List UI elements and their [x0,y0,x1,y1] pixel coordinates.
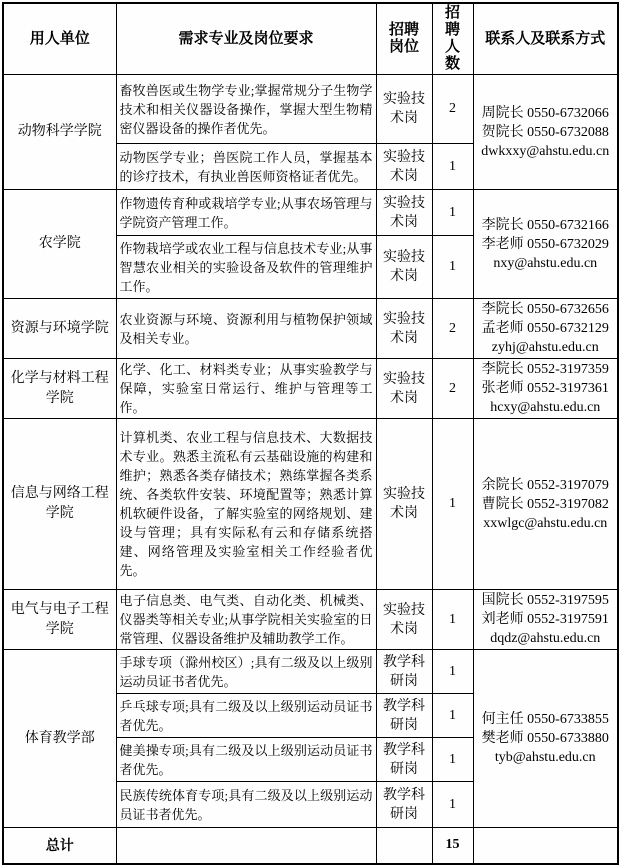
post-cell: 教学科研岗 [376,650,432,694]
total-count-cell: 15 [432,828,473,864]
count-cell: 1 [432,650,473,694]
count-cell: 1 [432,419,473,590]
requirement-cell: 畜牧兽医或生物学专业;掌握常规分子生物学技术和相关仪器设备操作，掌握大型生物精密仪器设备的操作者优先。 [116,75,376,144]
count-cell: 2 [432,75,473,144]
unit-cell-chemistry-materials: 化学与材料工程学院 [3,359,116,419]
table-row [3,419,618,590]
post-cell: 教学科研岗 [376,782,432,828]
count-cell: 1 [432,694,473,738]
contact-cell-chemistry-materials [473,359,618,419]
post-cell: 实验技术岗 [376,190,432,236]
count-cell: 1 [432,782,473,828]
contact-line: 樊老师 0550-6733880 [481,731,609,746]
requirement-cell: 民族传统体育专项;具有二级及以上级别运动员证书者优先。 [116,782,376,828]
header-contact: 联系人及联系方式 [473,3,618,75]
header-count: 招聘人数 [432,3,473,75]
unit-cell-information-network: 信息与网络工程学院 [3,419,116,590]
post-cell: 实验技术岗 [376,419,432,590]
contact-line: 孟老师 0550-6732129 [481,321,609,336]
recruitment-table [2,2,619,865]
total-empty-requirement [116,828,376,864]
header-unit: 用人单位 [3,3,116,75]
contact-line: 周院长 0550-6732066 [481,105,609,121]
requirement-cell: 健美操专项;具有二级及以上级别运动员证书者优先。 [116,738,376,782]
table-row [3,299,618,359]
post-cell: 实验技术岗 [376,144,432,190]
total-empty-post [376,828,432,864]
requirement-cell: 作物栽培学或农业工程与信息技术专业;从事智慧农业相关的实验设备及软件的管理维护工作。 [116,236,376,299]
post-cell: 实验技术岗 [376,590,432,650]
contact-line: 李院长 0550-6732656 [481,302,609,317]
contact-cell-electrical-electronic [473,590,618,650]
contact-cell-information-network [473,419,618,590]
total-row [3,828,618,864]
contact-line: 国院长 0552-3197595 [481,593,609,608]
contact-line: 贺院长 0550-6732088 [481,124,609,140]
contact-cell-physical-education [473,650,618,828]
post-cell: 实验技术岗 [376,359,432,419]
unit-cell-animal-science: 动物科学学院 [3,75,116,190]
table-row [3,190,618,236]
count-cell: 1 [432,236,473,299]
requirement-cell: 农业资源与环境、资源利用与植物保护领域及相关专业。 [116,299,376,359]
count-cell: 1 [432,144,473,190]
header-row [3,3,618,75]
post-cell: 教学科研岗 [376,694,432,738]
requirement-cell: 作物遗传育种或栽培学专业;从事农场管理与学院资产管理工作。 [116,190,376,236]
contact-line: 李老师 0550-6732029 [481,236,609,252]
contact-line: 李院长 0550-6732166 [481,217,609,233]
contact-line: 曹院长 0552-3197082 [481,496,609,512]
contact-line: 李院长 0552-3197359 [481,362,609,377]
unit-cell-resources-environment: 资源与环境学院 [3,299,116,359]
contact-line: 余院长 0552-3197079 [481,477,609,493]
contact-email: dqdz@ahstu.edu.cn [490,631,601,646]
post-cell: 实验技术岗 [376,75,432,144]
count-cell: 1 [432,738,473,782]
count-cell: 2 [432,299,473,359]
unit-cell-electrical-electronic: 电气与电子工程学院 [3,590,116,650]
contact-email: tyb@ahstu.edu.cn [494,750,596,765]
table-row [3,359,618,419]
contact-email: nxy@ahstu.edu.cn [493,255,598,271]
total-empty-contact [473,828,618,864]
contact-cell-resources-environment [473,299,618,359]
header-post: 招聘岗位 [376,3,432,75]
requirement-cell: 动物医学专业；兽医院工作人员，掌握基本的诊疗技术，有执业兽医师资格证者优先。 [116,144,376,190]
count-cell: 1 [432,590,473,650]
table-row [3,590,618,650]
count-cell: 2 [432,359,473,419]
post-cell: 教学科研岗 [376,738,432,782]
contact-email: zyhj@ahstu.edu.cn [491,340,599,355]
header-requirement: 需求专业及岗位要求 [116,3,376,75]
contact-line: 张老师 0552-3197361 [481,381,609,396]
contact-email: dwkxxy@ahstu.edu.cn [481,143,610,159]
contact-cell-agronomy [473,190,618,299]
contact-line: 刘老师 0552-3197591 [481,612,609,627]
contact-line: 何主任 0550-6733855 [481,712,609,727]
table-row [3,650,618,694]
unit-cell-physical-education: 体育教学部 [3,650,116,828]
count-cell: 1 [432,190,473,236]
contact-email: hcxy@ahstu.edu.cn [490,400,601,415]
requirement-cell: 乒乓球专项;具有二级及以上级别运动员证书者优先。 [116,694,376,738]
post-cell: 实验技术岗 [376,236,432,299]
requirement-cell: 化学、化工、材料类专业；从事实验教学与保障，实验室日常运行、维护与管理等工作。 [116,359,376,419]
post-cell: 实验技术岗 [376,299,432,359]
requirement-cell: 电子信息类、电气类、自动化类、机械类、仪器类等相关专业;从事学院相关实验室的日常管理、仪器设备维护及辅助教学工作。 [116,590,376,650]
contact-cell-animal-science [473,75,618,190]
requirement-cell: 手球专项（滁州校区）;具有二级及以上级别运动员证书者优先。 [116,650,376,694]
requirement-cell: 计算机类、农业工程与信息技术、大数据技术专业。熟悉主流私有云基础设施的构建和维护；熟悉各类存储技术；熟练掌握各类系统、各类软件安装、环境配置等；熟悉计算机软硬件设备，了解实验室的网络规划、建设与管理；具有实际私有云和存储系统搭建、网络管理及实验室相关工作经验者优先。 [116,419,376,590]
contact-email: xxwlgc@ahstu.edu.cn [483,515,608,531]
unit-cell-agronomy: 农学院 [3,190,116,299]
table-row [3,75,618,144]
total-label-cell: 总计 [3,828,116,864]
